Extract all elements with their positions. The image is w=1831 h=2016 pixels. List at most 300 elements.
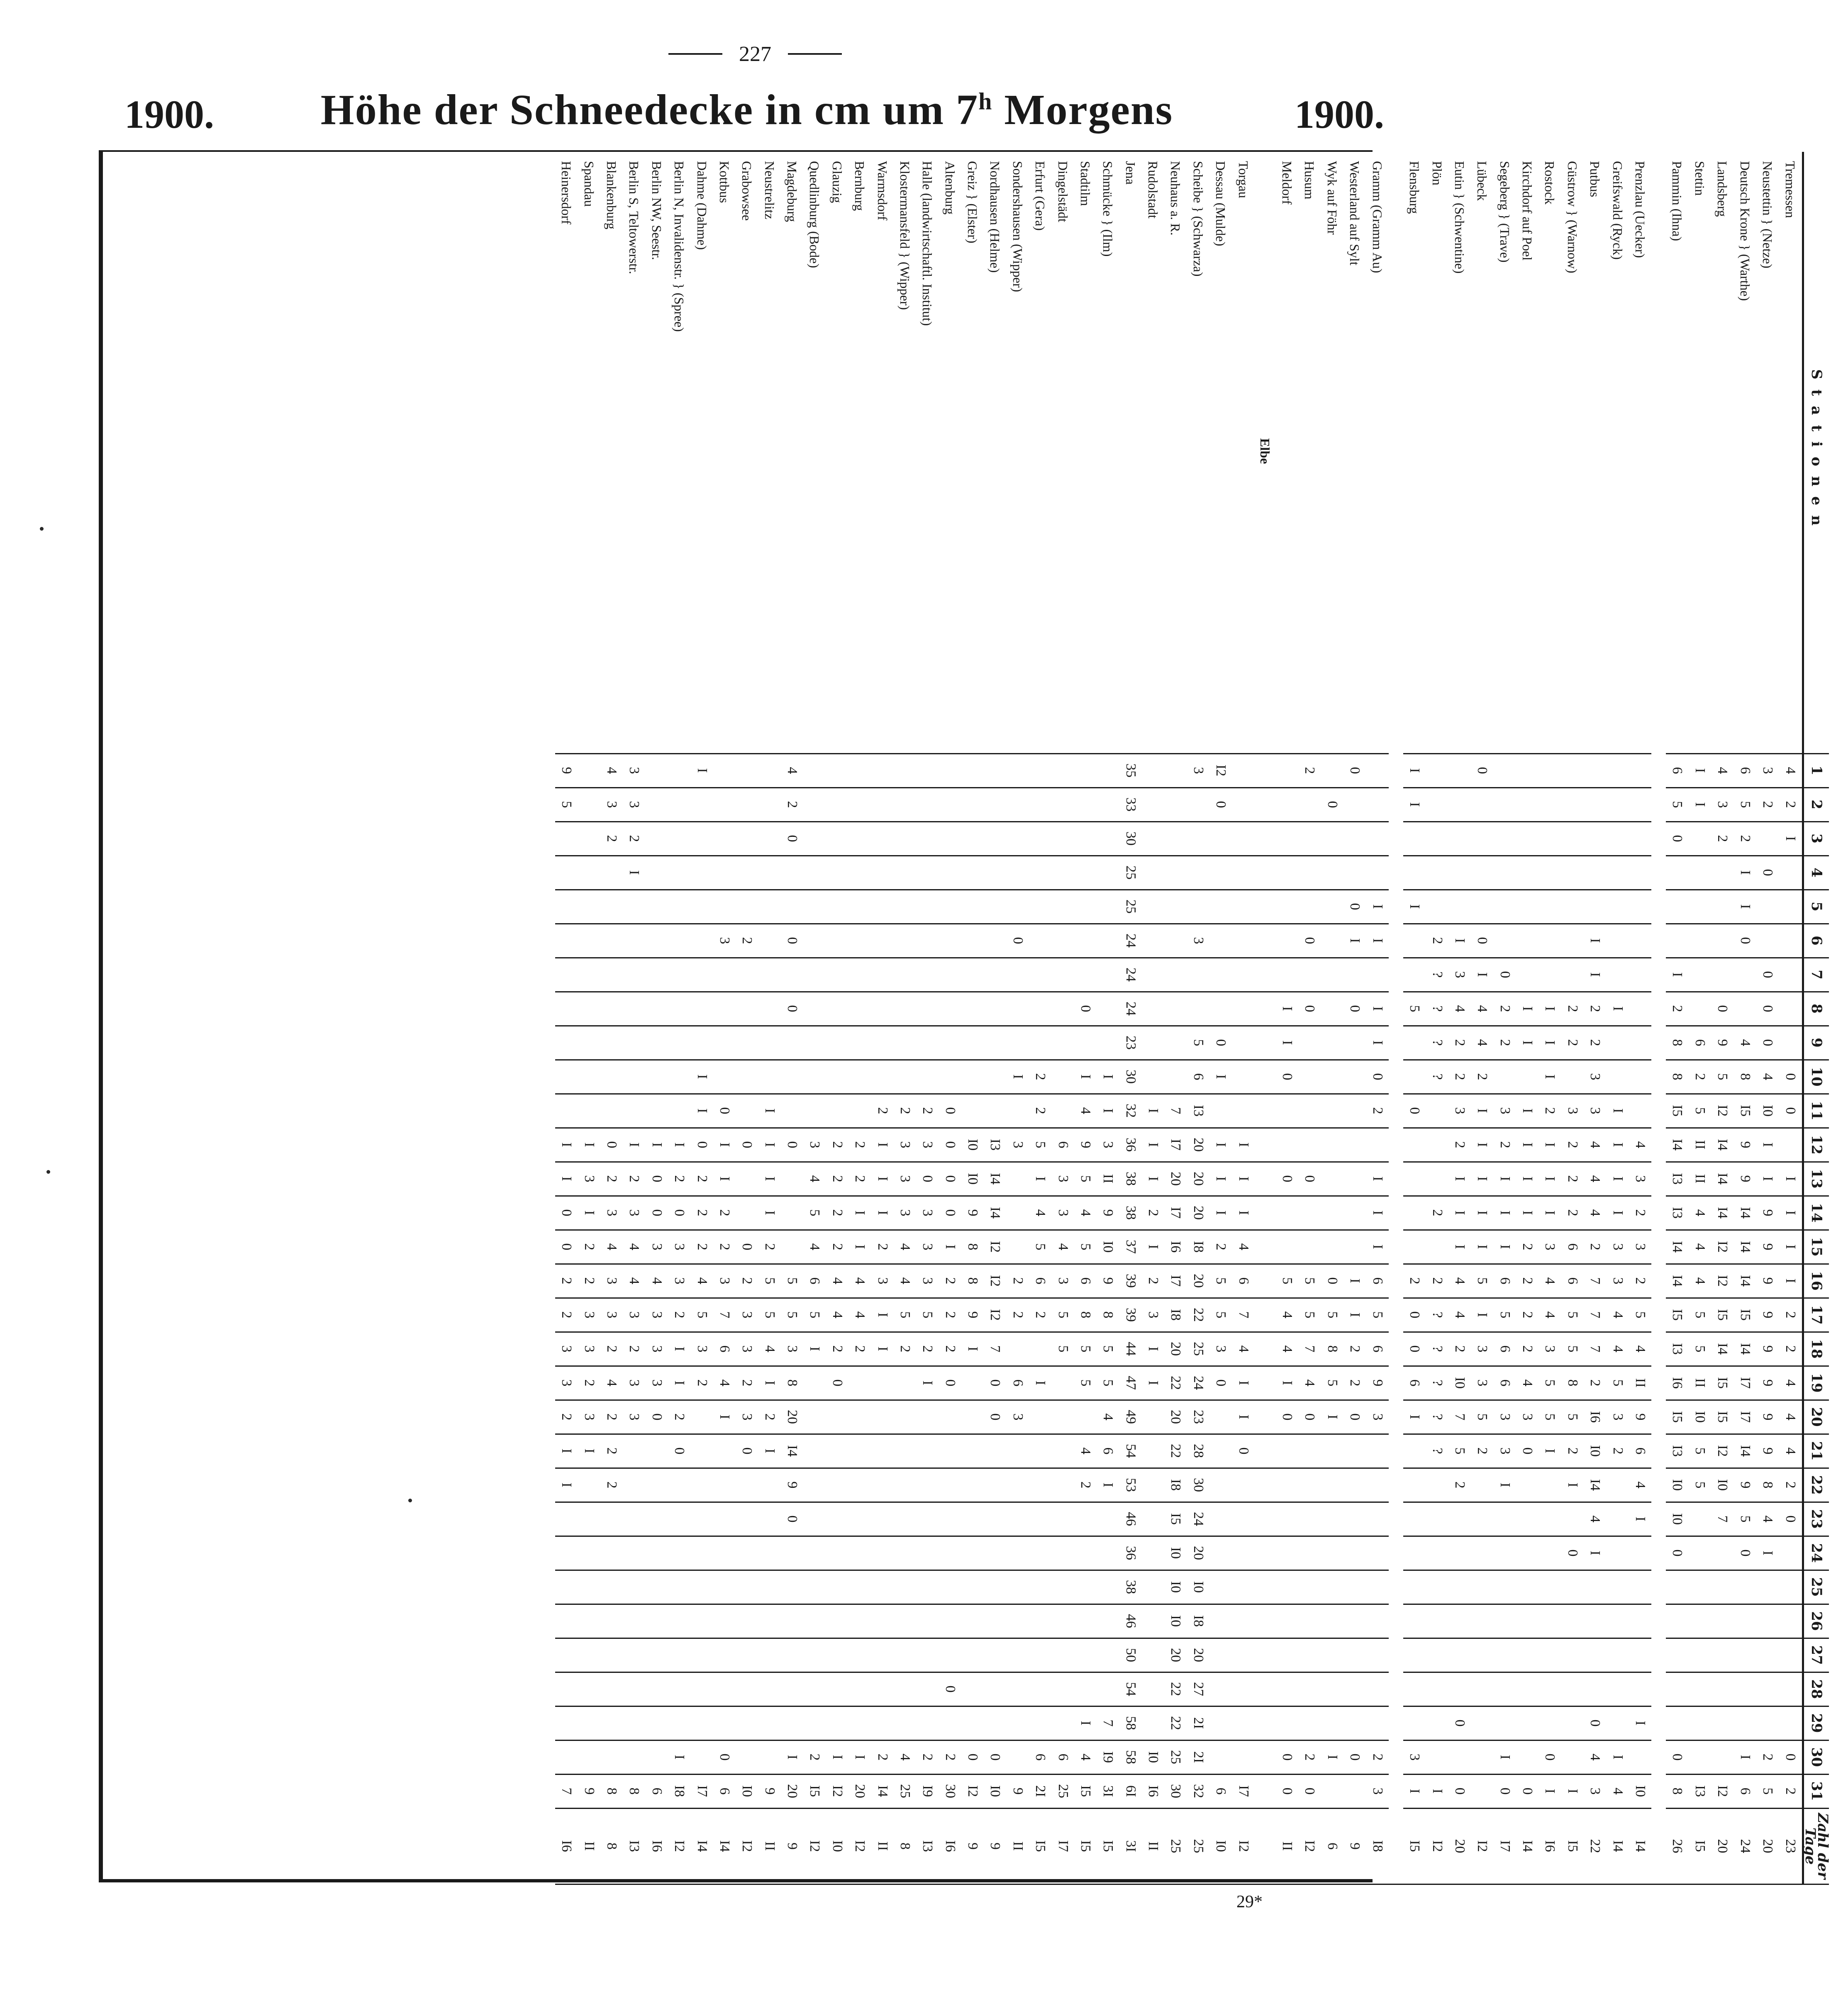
snow-depth-cell: 4: [1779, 753, 1803, 787]
snow-depth-cell: [939, 822, 961, 856]
snow-depth-cell: [1232, 1468, 1254, 1502]
snow-depth-cell: 3: [1471, 1332, 1493, 1366]
snow-depth-cell: [1366, 1672, 1388, 1706]
snow-depth-cell: [1298, 1672, 1321, 1706]
snow-depth-cell: 0: [646, 1162, 668, 1196]
snow-depth-cell: [1097, 753, 1119, 787]
snow-depth-cell: [781, 1196, 803, 1230]
days-count-cell: I5: [1074, 1808, 1097, 1884]
snow-depth-cell: 2: [555, 1400, 578, 1434]
snow-depth-cell: [1733, 1706, 1756, 1740]
snow-depth-cell: [781, 890, 803, 924]
snow-depth-cell: 4: [623, 1230, 645, 1264]
snow-depth-cell: 9: [1074, 1128, 1097, 1162]
snow-depth-cell: 2: [736, 924, 758, 958]
snow-depth-cell: [848, 1468, 871, 1502]
snow-depth-cell: [1516, 1672, 1538, 1706]
snow-depth-cell: 7: [1584, 1332, 1606, 1366]
snow-depth-cell: [939, 1536, 961, 1570]
snow-depth-cell: [826, 1536, 848, 1570]
snow-depth-cell: I7: [1164, 1264, 1187, 1298]
snow-depth-cell: 3: [623, 753, 645, 787]
snow-depth-cell: 5: [1756, 1774, 1779, 1808]
station-row: [1321, 152, 1343, 1884]
snow-depth-cell: I9: [1097, 1740, 1119, 1774]
snow-depth-cell: I: [1426, 1774, 1448, 1808]
snow-depth-cell: 3: [1584, 1774, 1606, 1808]
snow-depth-cell: 0: [1584, 1706, 1606, 1740]
snow-depth-cell: [668, 753, 690, 787]
snow-depth-cell: [1584, 1570, 1606, 1604]
snow-depth-cell: 6: [1097, 1434, 1119, 1468]
snow-depth-cell: [1448, 1740, 1471, 1774]
snow-depth-cell: I: [1007, 1060, 1029, 1094]
empty-cell: [1255, 1808, 1276, 1884]
snow-depth-cell: ?: [1426, 992, 1448, 1026]
snow-depth-cell: 0: [1343, 1400, 1366, 1434]
snow-depth-cell: [1232, 1638, 1254, 1672]
snow-depth-cell: 2: [1584, 1366, 1606, 1400]
snow-depth-cell: [961, 1434, 984, 1468]
snow-depth-cell: [1366, 1502, 1388, 1536]
snow-depth-cell: [713, 1672, 736, 1706]
snow-depth-cell: [646, 1570, 668, 1604]
snow-depth-cell: [1756, 1604, 1779, 1638]
snow-depth-cell: [736, 1740, 758, 1774]
snow-depth-cell: 2: [939, 1332, 961, 1366]
snow-depth-cell: [713, 992, 736, 1026]
snow-depth-cell: [600, 924, 623, 958]
snow-depth-cell: I2: [1711, 1230, 1733, 1264]
snow-depth-cell: 0: [1276, 1162, 1298, 1196]
snow-depth-cell: 3: [713, 1264, 736, 1298]
snow-depth-cell: 4: [1448, 1298, 1471, 1332]
snow-depth-cell: [1097, 822, 1119, 856]
snow-depth-cell: [1298, 1230, 1321, 1264]
snow-depth-cell: 2: [600, 822, 623, 856]
snow-depth-cell: [1074, 1570, 1097, 1604]
snow-depth-cell: 0: [1343, 753, 1366, 787]
snow-depth-cell: I: [871, 1332, 893, 1366]
snow-depth-cell: I5: [1711, 1298, 1733, 1332]
day-column-header: 31: [1803, 1774, 1829, 1808]
snow-depth-cell: [1629, 890, 1651, 924]
snow-depth-cell: [668, 1638, 690, 1672]
empty-cell: [1255, 1740, 1276, 1774]
snow-depth-cell: [1538, 1502, 1561, 1536]
snow-depth-cell: [1756, 1570, 1779, 1604]
snow-depth-cell: 0: [1276, 1740, 1298, 1774]
snow-depth-cell: [1516, 890, 1538, 924]
snow-depth-cell: [1074, 1604, 1097, 1638]
snow-depth-cell: 0: [646, 1400, 668, 1434]
snow-depth-cell: [939, 890, 961, 924]
snow-depth-cell: I0: [1164, 1536, 1187, 1570]
snow-depth-cell: 20: [1164, 1638, 1187, 1672]
snow-depth-cell: [1007, 787, 1029, 822]
snow-depth-cell: [916, 856, 939, 890]
snow-depth-cell: 2: [555, 1298, 578, 1332]
snow-depth-cell: [600, 1672, 623, 1706]
snow-depth-cell: [1561, 1570, 1584, 1604]
snow-depth-cell: [1097, 924, 1119, 958]
snow-depth-cell: 5: [1538, 1366, 1561, 1400]
snow-depth-cell: [848, 753, 871, 787]
day-column-header: 16: [1803, 1264, 1829, 1298]
snow-depth-cell: I: [578, 1128, 600, 1162]
station-row: [1097, 152, 1119, 1884]
station-row: [1164, 152, 1187, 1884]
snow-depth-cell: [1366, 958, 1388, 992]
snow-depth-cell: [826, 753, 848, 787]
snow-depth-cell: [894, 1026, 916, 1060]
days-count-cell: 25: [1187, 1808, 1209, 1884]
snow-depth-cell: [1276, 1230, 1298, 1264]
snow-depth-cell: [1142, 1536, 1164, 1570]
snow-depth-cell: [871, 1604, 893, 1638]
snow-depth-cell: [1733, 1570, 1756, 1604]
station-row: [1756, 152, 1779, 1884]
snow-depth-cell: 5: [1097, 1332, 1119, 1366]
snow-depth-cell: 7: [1232, 1298, 1254, 1332]
snow-depth-cell: [871, 753, 893, 787]
snow-depth-cell: I: [1689, 753, 1711, 787]
snow-depth-cell: [668, 890, 690, 924]
snow-depth-cell: 4: [1448, 992, 1471, 1026]
snow-depth-cell: [848, 1570, 871, 1604]
snow-depth-cell: [1276, 753, 1298, 787]
snow-depth-cell: [1756, 1638, 1779, 1672]
snow-depth-cell: [1321, 924, 1343, 958]
snow-depth-cell: [1321, 1230, 1343, 1264]
snow-depth-cell: [1426, 1706, 1448, 1740]
snow-depth-cell: I: [1366, 992, 1388, 1026]
snow-depth-cell: [1142, 1672, 1164, 1706]
snow-depth-cell: [646, 958, 668, 992]
snow-depth-cell: I2: [1711, 1264, 1733, 1298]
snow-depth-cell: I: [1606, 1128, 1629, 1162]
snow-depth-cell: I3: [1666, 1332, 1688, 1366]
snow-depth-cell: 4: [1584, 1162, 1606, 1196]
snow-depth-cell: 3: [1471, 1366, 1493, 1400]
snow-depth-cell: ?: [1426, 1298, 1448, 1332]
snow-depth-cell: [1779, 1128, 1803, 1162]
snow-depth-cell: I5: [1164, 1502, 1187, 1536]
snow-depth-cell: [1666, 1638, 1688, 1672]
snow-depth-cell: [555, 1604, 578, 1638]
snow-depth-cell: [1426, 1740, 1448, 1774]
snow-depth-cell: [984, 856, 1006, 890]
snow-depth-cell: [1051, 787, 1074, 822]
snow-depth-cell: 2: [600, 1400, 623, 1434]
snow-depth-cell: 4: [894, 1264, 916, 1298]
snow-depth-cell: I7: [1733, 1400, 1756, 1434]
snow-depth-cell: 44: [1119, 1332, 1142, 1366]
snow-depth-cell: I: [1097, 1094, 1119, 1128]
days-count-cell: I6: [646, 1808, 668, 1884]
snow-depth-cell: [1276, 822, 1298, 856]
station-row: [758, 152, 781, 1884]
snow-depth-cell: 5: [803, 1298, 826, 1332]
snow-depth-cell: I4: [1711, 1332, 1733, 1366]
snow-depth-cell: [803, 1026, 826, 1060]
snow-depth-cell: [623, 1604, 645, 1638]
snow-depth-cell: 0: [1666, 1740, 1688, 1774]
snow-depth-cell: [758, 787, 781, 822]
snow-depth-cell: 3: [1629, 1162, 1651, 1196]
snow-depth-cell: 4: [1276, 1332, 1298, 1366]
snow-depth-cell: 0: [1756, 1026, 1779, 1060]
snow-depth-cell: [1403, 1672, 1426, 1706]
snow-depth-cell: [916, 992, 939, 1026]
snow-depth-cell: [1403, 1162, 1426, 1196]
snow-depth-cell: I: [1516, 1128, 1538, 1162]
snow-depth-cell: 2: [1584, 992, 1606, 1026]
days-count-cell: I2: [1232, 1808, 1254, 1884]
days-count-cell: I4: [690, 1808, 713, 1884]
empty-cell: [1255, 1026, 1276, 1060]
snow-depth-cell: 4: [826, 1298, 848, 1332]
snow-depth-cell: [1164, 958, 1187, 992]
snow-depth-cell: [871, 1672, 893, 1706]
station-name: Sondershausen (Wipper): [1007, 152, 1029, 753]
snow-depth-cell: 2I: [1029, 1774, 1051, 1808]
snow-depth-cell: [916, 822, 939, 856]
snow-depth-cell: I: [555, 1128, 578, 1162]
snow-depth-cell: I4: [984, 1196, 1006, 1230]
snow-depth-cell: 6: [1493, 1264, 1516, 1298]
snow-depth-cell: [555, 1502, 578, 1536]
snow-depth-cell: 25: [894, 1774, 916, 1808]
snow-depth-cell: 0: [939, 1094, 961, 1128]
snow-depth-cell: 9: [1007, 1774, 1029, 1808]
snow-depth-cell: [1561, 1604, 1584, 1638]
snow-depth-cell: 5: [555, 787, 578, 822]
snow-depth-cell: [646, 822, 668, 856]
snow-depth-cell: I: [1232, 1128, 1254, 1162]
snow-depth-cell: [1561, 1740, 1584, 1774]
snow-depth-cell: [1209, 1604, 1232, 1638]
snow-depth-cell: [1321, 1162, 1343, 1196]
snow-depth-cell: 9: [1629, 1400, 1651, 1434]
snow-depth-cell: [1298, 1434, 1321, 1468]
snow-depth-cell: [690, 1672, 713, 1706]
snow-depth-cell: 9: [555, 753, 578, 787]
snow-depth-cell: 2: [894, 1094, 916, 1128]
snow-depth-cell: [1366, 1434, 1388, 1468]
snow-depth-cell: 2: [1448, 1468, 1471, 1502]
snow-depth-cell: [1516, 856, 1538, 890]
snow-depth-cell: [803, 958, 826, 992]
snow-depth-cell: [1142, 958, 1164, 992]
snow-depth-cell: I: [578, 1196, 600, 1230]
snow-depth-cell: I: [1584, 924, 1606, 958]
snow-depth-cell: [1007, 1604, 1029, 1638]
snow-depth-cell: 2: [1606, 1434, 1629, 1468]
snow-depth-cell: [1051, 1026, 1074, 1060]
snow-depth-cell: [600, 1740, 623, 1774]
snow-depth-cell: 7: [1298, 1332, 1321, 1366]
snow-depth-cell: [1366, 787, 1388, 822]
snow-depth-cell: [1606, 958, 1629, 992]
station-name: Neustrelitz: [758, 152, 781, 753]
snow-depth-cell: [1187, 890, 1209, 924]
days-count-cell: I4: [1606, 1808, 1629, 1884]
snow-depth-cell: [1209, 822, 1232, 856]
snow-depth-cell: [623, 1060, 645, 1094]
snow-depth-cell: I: [1232, 1400, 1254, 1434]
snow-depth-cell: I: [1779, 1230, 1803, 1264]
snow-depth-cell: [1366, 753, 1388, 787]
snow-depth-cell: [690, 1706, 713, 1740]
snow-depth-cell: 9: [1366, 1366, 1388, 1400]
snow-depth-cell: [961, 856, 984, 890]
station-row: [1516, 152, 1538, 1884]
spacer-cell: [1651, 152, 1666, 1884]
snow-depth-cell: 0: [646, 1196, 668, 1230]
snow-depth-cell: 6: [1074, 1264, 1097, 1298]
empty-cell: [1255, 1162, 1276, 1196]
snow-depth-cell: [623, 1570, 645, 1604]
snow-depth-cell: [1164, 822, 1187, 856]
snow-depth-cell: I: [1733, 856, 1756, 890]
snow-depth-cell: 0: [1779, 1060, 1803, 1094]
station-row: [1711, 152, 1733, 1884]
snow-depth-cell: I: [1471, 1196, 1493, 1230]
snow-depth-cell: 4: [1711, 753, 1733, 787]
station-row: [646, 152, 668, 1884]
snow-depth-cell: I: [623, 856, 645, 890]
snow-depth-cell: [713, 890, 736, 924]
snow-depth-cell: 3: [781, 1332, 803, 1366]
snow-depth-cell: 2: [1756, 787, 1779, 822]
snow-depth-cell: 3: [1756, 753, 1779, 787]
station-row: [1779, 152, 1803, 1884]
station-name: Spandau: [578, 152, 600, 753]
snow-depth-cell: [713, 1604, 736, 1638]
snow-depth-cell: [826, 1094, 848, 1128]
snow-depth-cell: [1343, 1638, 1366, 1672]
snow-depth-cell: [1343, 1196, 1366, 1230]
snow-depth-cell: 2: [578, 1264, 600, 1298]
station-name: Jena: [1119, 152, 1142, 753]
snow-depth-cell: I: [961, 1332, 984, 1366]
snow-depth-cell: 3: [1187, 924, 1209, 958]
snow-depth-cell: 3: [736, 1298, 758, 1332]
snow-depth-cell: 9: [781, 1468, 803, 1502]
page-number-line: [647, 33, 863, 75]
snow-depth-cell: 3: [1493, 1094, 1516, 1128]
snow-depth-cell: [1232, 1672, 1254, 1706]
snow-depth-cell: [736, 822, 758, 856]
snow-depth-cell: [848, 1536, 871, 1570]
snow-depth-cell: [803, 1060, 826, 1094]
snow-depth-cell: I: [1606, 1196, 1629, 1230]
snow-depth-cell: 2: [668, 1400, 690, 1434]
snow-depth-cell: [1051, 753, 1074, 787]
snow-depth-cell: I: [1343, 924, 1366, 958]
snow-depth-cell: [1074, 1536, 1097, 1570]
snow-depth-cell: [961, 1366, 984, 1400]
snow-depth-cell: 4: [1629, 1332, 1651, 1366]
station-row: [668, 152, 690, 1884]
snow-depth-cell: [803, 1638, 826, 1672]
snow-depth-cell: [1606, 787, 1629, 822]
snow-depth-cell: 2: [1711, 822, 1733, 856]
snow-depth-cell: [803, 753, 826, 787]
snow-depth-cell: I: [1448, 924, 1471, 958]
snow-depth-cell: [1298, 1060, 1321, 1094]
snow-depth-cell: [1606, 1604, 1629, 1638]
snow-depth-cell: 37: [1119, 1230, 1142, 1264]
snow-depth-cell: 2: [1756, 1740, 1779, 1774]
day-column-header: 30: [1803, 1740, 1829, 1774]
snow-depth-cell: 2: [1426, 1196, 1448, 1230]
snow-depth-cell: [1209, 890, 1232, 924]
snow-depth-cell: [871, 1434, 893, 1468]
snow-depth-cell: 4: [781, 753, 803, 787]
snow-depth-cell: 6: [1629, 1434, 1651, 1468]
snow-depth-cell: I: [1606, 1162, 1629, 1196]
snow-depth-cell: [916, 1060, 939, 1094]
station-name: Flensburg: [1403, 152, 1426, 753]
snow-depth-cell: 4: [600, 1366, 623, 1400]
snow-depth-cell: I: [668, 1332, 690, 1366]
snow-depth-cell: 7: [555, 1774, 578, 1808]
snow-depth-cell: [1629, 1060, 1651, 1094]
snow-depth-cell: I: [1471, 1094, 1493, 1128]
snow-depth-cell: [578, 1638, 600, 1672]
station-name: Rudolstadt: [1142, 152, 1164, 753]
snow-depth-cell: 0: [1298, 924, 1321, 958]
snow-depth-cell: ?: [1426, 1400, 1448, 1434]
snow-depth-cell: 4: [1276, 1298, 1298, 1332]
snow-depth-cell: [1321, 1026, 1343, 1060]
empty-cell: [1255, 856, 1276, 890]
snow-depth-cell: [894, 1536, 916, 1570]
empty-cell: [1255, 890, 1276, 924]
snow-depth-cell: [826, 1026, 848, 1060]
snow-depth-cell: I8: [1187, 1604, 1209, 1638]
snow-depth-cell: I2: [826, 1774, 848, 1808]
snow-depth-cell: II: [1689, 1128, 1711, 1162]
day-column-header: 7: [1803, 958, 1829, 992]
snow-depth-cell: 5: [1051, 1332, 1074, 1366]
station-name: Husum: [1298, 152, 1321, 753]
snow-depth-cell: [1689, 958, 1711, 992]
snow-depth-cell: [736, 1604, 758, 1638]
snow-depth-cell: 8: [1321, 1332, 1343, 1366]
snow-depth-cell: 22: [1164, 1434, 1187, 1468]
snow-depth-cell: [1142, 1400, 1164, 1434]
snow-depth-cell: I: [713, 1162, 736, 1196]
empty-cell: [1255, 1060, 1276, 1094]
snow-depth-cell: 4: [1029, 1196, 1051, 1230]
station-name: Lübeck: [1471, 152, 1493, 753]
station-row: [894, 152, 916, 1884]
snow-depth-cell: [1051, 1604, 1074, 1638]
snow-depth-cell: [1403, 1128, 1426, 1162]
snow-depth-cell: 2: [1493, 1128, 1516, 1162]
snow-depth-cell: 5: [1629, 1298, 1651, 1332]
snow-depth-cell: I: [1403, 1774, 1426, 1808]
snow-depth-cell: 5: [1298, 1264, 1321, 1298]
day-column-header: 27: [1803, 1638, 1829, 1672]
snow-depth-cell: [1516, 958, 1538, 992]
snow-depth-cell: 3: [1584, 1060, 1606, 1094]
snow-depth-cell: [1276, 1502, 1298, 1536]
snow-depth-cell: 3: [600, 1298, 623, 1332]
